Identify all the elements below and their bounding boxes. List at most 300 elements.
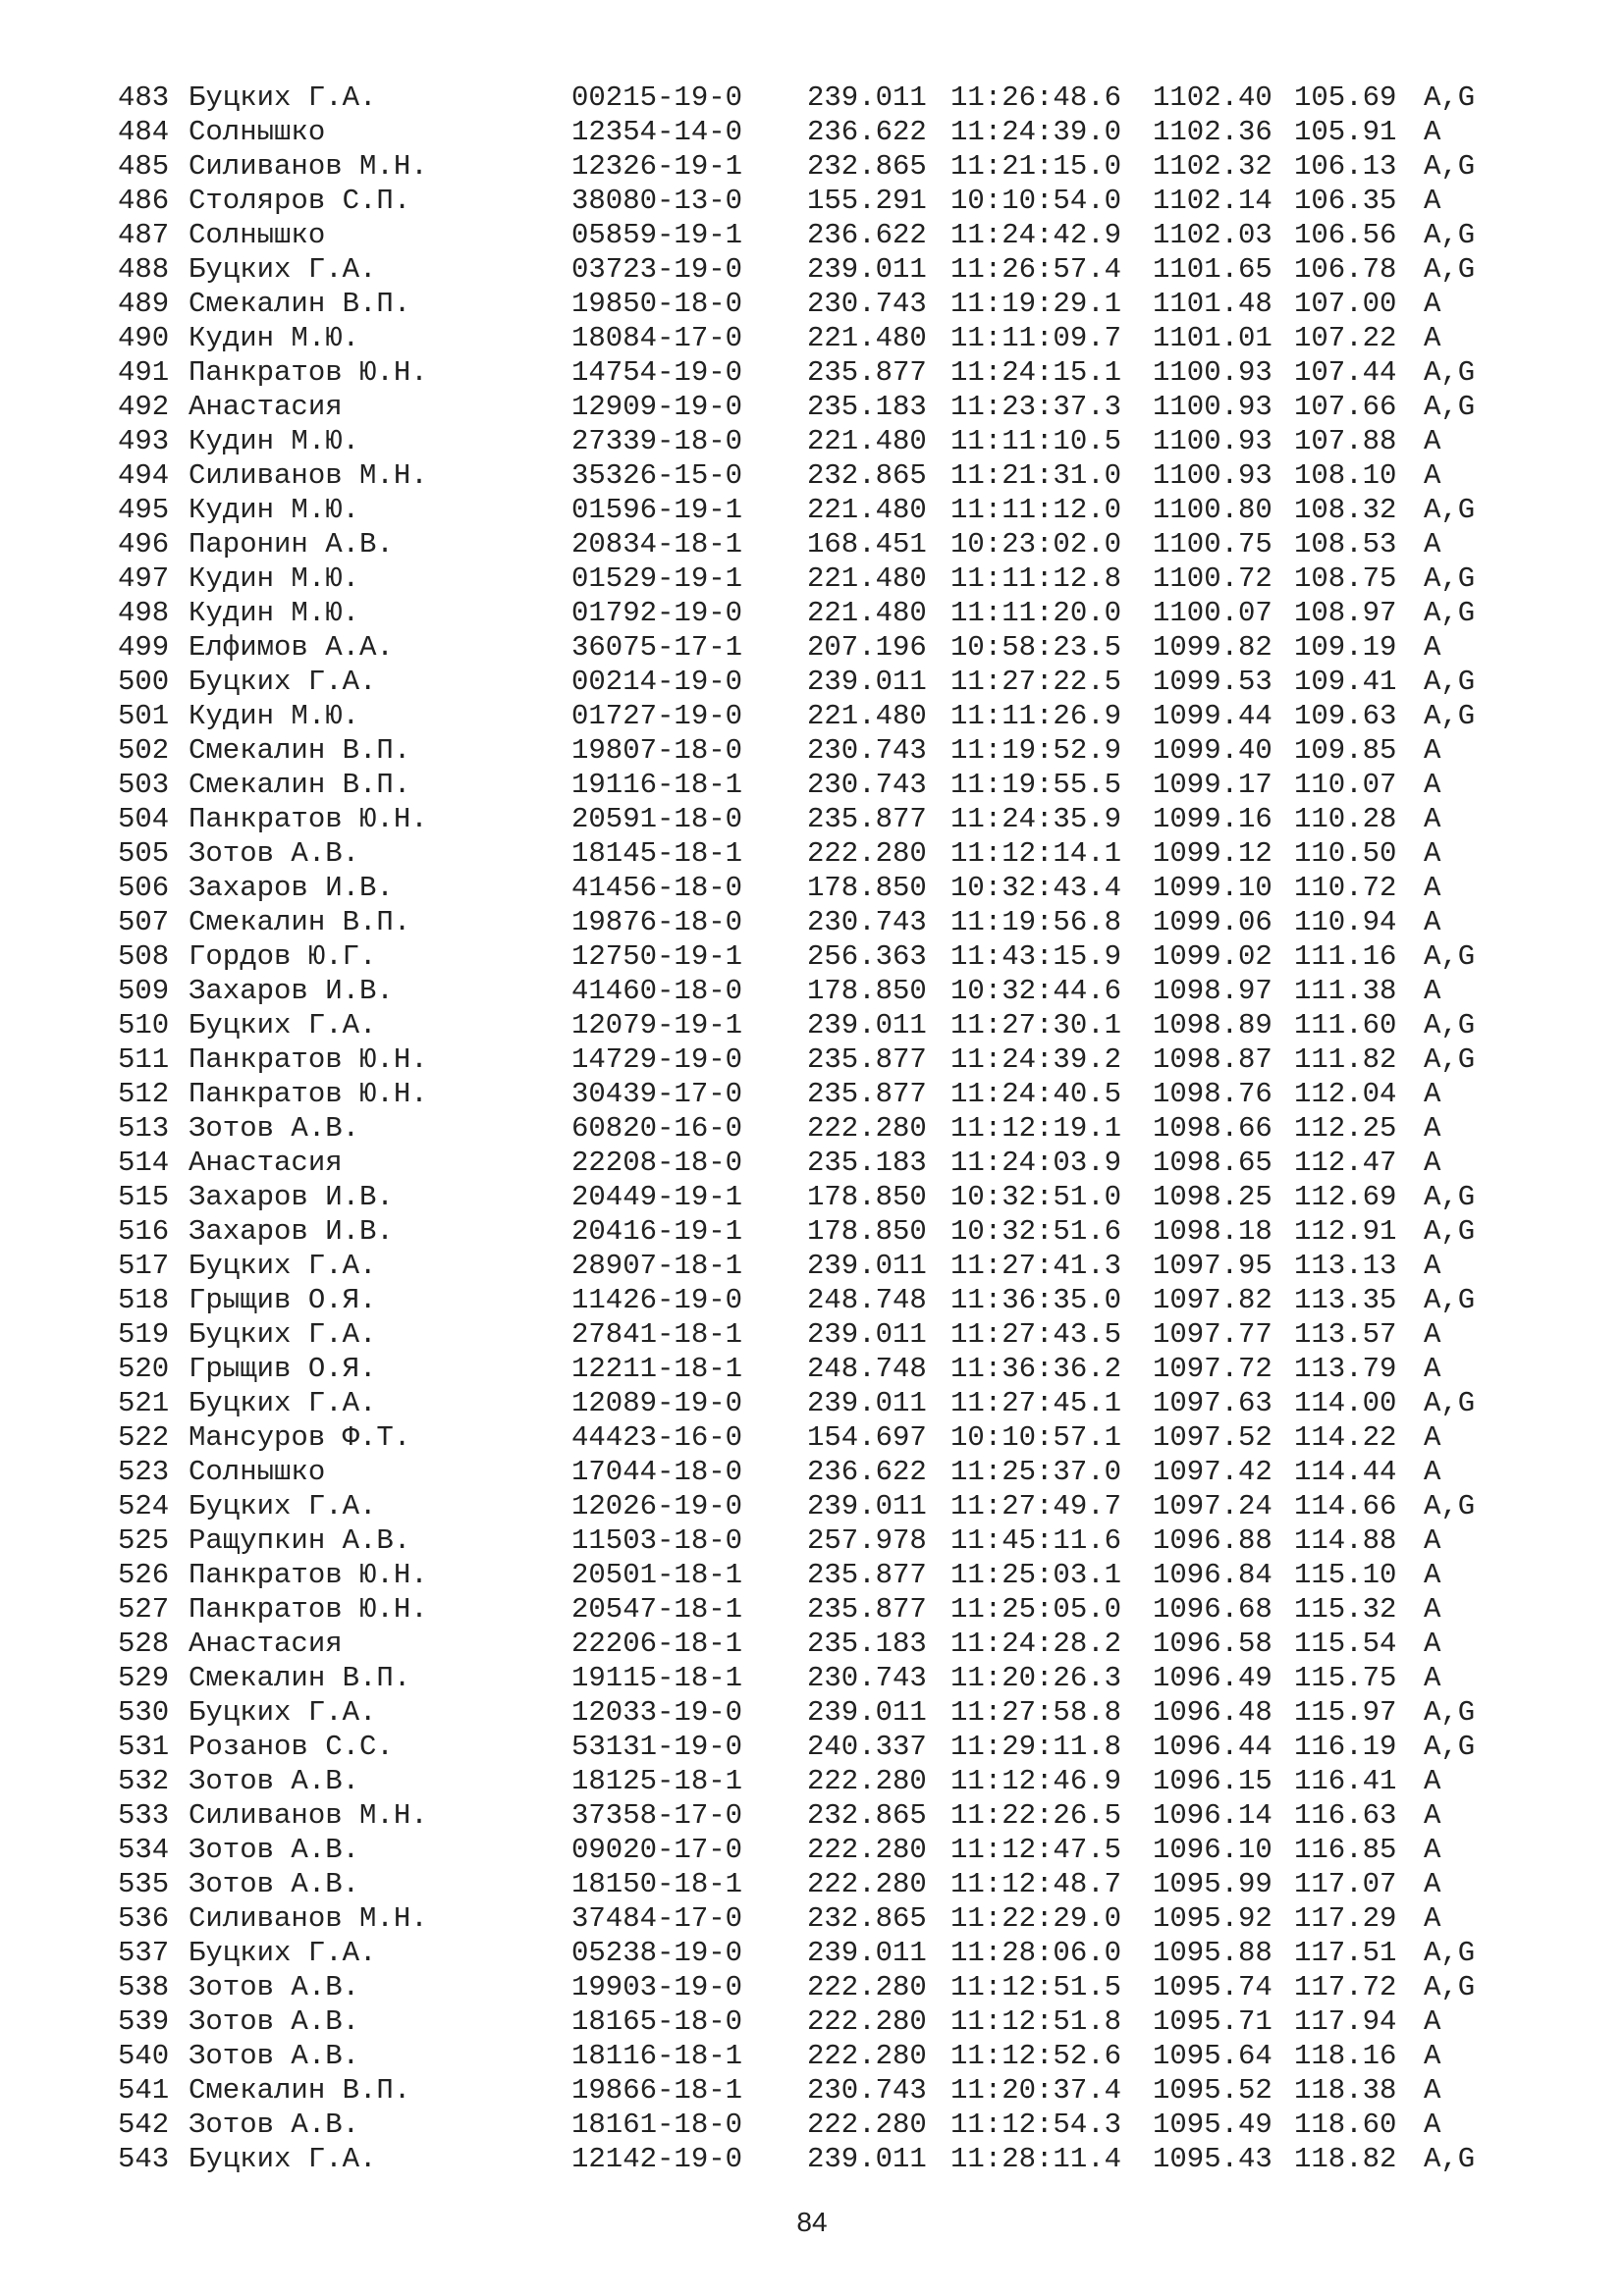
arrival-time: 11:19:55.5 <box>950 769 1122 801</box>
group-code: A <box>1424 322 1441 354</box>
points: 115.97 <box>1294 1696 1397 1729</box>
distance: 221.480 <box>807 597 927 629</box>
row-number: 498 <box>118 597 170 629</box>
arrival-time: 10:32:51.0 <box>950 1181 1122 1213</box>
ring-number: 19116-18-1 <box>571 769 743 801</box>
ring-number: 12909-19-0 <box>571 391 743 423</box>
group-code: A,G <box>1424 253 1476 286</box>
participant-name: Буцких Г.А. <box>189 1387 377 1419</box>
participant-name: Буцких Г.А. <box>189 1937 377 1969</box>
speed: 1096.84 <box>1153 1559 1272 1591</box>
speed: 1102.40 <box>1153 81 1272 114</box>
arrival-time: 11:27:41.3 <box>950 1250 1122 1282</box>
distance: 222.280 <box>807 1868 927 1900</box>
ring-number: 60820-16-0 <box>571 1112 743 1145</box>
distance: 154.697 <box>807 1421 927 1454</box>
distance: 221.480 <box>807 425 927 457</box>
row-number: 513 <box>118 1112 170 1145</box>
participant-name: Смекалин В.П. <box>189 769 411 801</box>
row-number: 510 <box>118 1009 170 1041</box>
participant-name: Смекалин В.П. <box>189 1662 411 1694</box>
row-number: 538 <box>118 1971 170 2003</box>
speed: 1098.25 <box>1153 1181 1272 1213</box>
distance: 230.743 <box>807 1662 927 1694</box>
participant-name: Зотов А.В. <box>189 2040 360 2072</box>
distance: 239.011 <box>807 81 927 114</box>
group-code: A <box>1424 1834 1441 1866</box>
participant-name: Анастасия <box>189 1628 343 1660</box>
arrival-time: 11:24:40.5 <box>950 1078 1122 1110</box>
distance: 239.011 <box>807 1009 927 1041</box>
ring-number: 01727-19-0 <box>571 700 743 732</box>
speed: 1097.95 <box>1153 1250 1272 1282</box>
group-code: A <box>1424 1524 1441 1557</box>
speed: 1100.93 <box>1153 425 1272 457</box>
participant-name: Зотов А.В. <box>189 1868 360 1900</box>
points: 111.60 <box>1294 1009 1397 1041</box>
group-code: A,G <box>1424 1490 1476 1522</box>
participant-name: Мансуров Ф.Т. <box>189 1421 411 1454</box>
ring-number: 20547-18-1 <box>571 1593 743 1626</box>
ring-number: 18125-18-1 <box>571 1765 743 1797</box>
group-code: A,G <box>1424 666 1476 698</box>
group-code: A,G <box>1424 391 1476 423</box>
participant-name: Буцких Г.А. <box>189 1009 377 1041</box>
ring-number: 11503-18-0 <box>571 1524 743 1557</box>
points: 117.29 <box>1294 1902 1397 1935</box>
group-code: A,G <box>1424 81 1476 114</box>
participant-name: Зотов А.В. <box>189 1765 360 1797</box>
participant-name: Буцких Г.А. <box>189 1490 377 1522</box>
group-code: A <box>1424 1250 1441 1282</box>
arrival-time: 11:43:15.9 <box>950 940 1122 973</box>
participant-name: Кудин М.Ю. <box>189 494 360 526</box>
points: 105.69 <box>1294 81 1397 114</box>
distance: 207.196 <box>807 631 927 664</box>
group-code: A <box>1424 2005 1441 2038</box>
distance: 222.280 <box>807 1112 927 1145</box>
speed: 1100.72 <box>1153 562 1272 595</box>
distance: 239.011 <box>807 253 927 286</box>
participant-name: Солнышко <box>189 219 326 251</box>
points: 114.44 <box>1294 1456 1397 1488</box>
arrival-time: 10:32:51.6 <box>950 1215 1122 1248</box>
speed: 1095.88 <box>1153 1937 1272 1969</box>
arrival-time: 10:58:23.5 <box>950 631 1122 664</box>
speed: 1097.63 <box>1153 1387 1272 1419</box>
speed: 1096.14 <box>1153 1799 1272 1832</box>
group-code: A <box>1424 1078 1441 1110</box>
participant-name: Панкратов Ю.Н. <box>189 1593 428 1626</box>
speed: 1102.14 <box>1153 185 1272 217</box>
points: 115.10 <box>1294 1559 1397 1591</box>
ring-number: 27339-18-0 <box>571 425 743 457</box>
row-number: 509 <box>118 975 170 1007</box>
ring-number: 28907-18-1 <box>571 1250 743 1282</box>
row-number: 503 <box>118 769 170 801</box>
speed: 1099.06 <box>1153 906 1272 938</box>
group-code: A,G <box>1424 1043 1476 1076</box>
ring-number: 38080-13-0 <box>571 185 743 217</box>
row-number: 514 <box>118 1147 170 1179</box>
speed: 1099.40 <box>1153 734 1272 767</box>
speed: 1096.48 <box>1153 1696 1272 1729</box>
group-code: A <box>1424 803 1441 835</box>
speed: 1099.53 <box>1153 666 1272 698</box>
points: 107.00 <box>1294 288 1397 320</box>
points: 112.69 <box>1294 1181 1397 1213</box>
row-number: 489 <box>118 288 170 320</box>
ring-number: 17044-18-0 <box>571 1456 743 1488</box>
ring-number: 12354-14-0 <box>571 116 743 148</box>
distance: 235.877 <box>807 1593 927 1626</box>
participant-name: Зотов А.В. <box>189 1112 360 1145</box>
distance: 248.748 <box>807 1353 927 1385</box>
ring-number: 19807-18-0 <box>571 734 743 767</box>
participant-name: Кудин М.Ю. <box>189 597 360 629</box>
points: 117.94 <box>1294 2005 1397 2038</box>
ring-number: 30439-17-0 <box>571 1078 743 1110</box>
ring-number: 22208-18-0 <box>571 1147 743 1179</box>
points: 115.54 <box>1294 1628 1397 1660</box>
participant-name: Гордов Ю.Г. <box>189 940 377 973</box>
ring-number: 18161-18-0 <box>571 2109 743 2141</box>
points: 116.63 <box>1294 1799 1397 1832</box>
row-number: 527 <box>118 1593 170 1626</box>
distance: 168.451 <box>807 528 927 561</box>
points: 107.44 <box>1294 356 1397 389</box>
points: 108.53 <box>1294 528 1397 561</box>
row-number: 499 <box>118 631 170 664</box>
speed: 1098.18 <box>1153 1215 1272 1248</box>
row-number: 532 <box>118 1765 170 1797</box>
ring-number: 18165-18-0 <box>571 2005 743 2038</box>
speed: 1095.74 <box>1153 1971 1272 2003</box>
arrival-time: 11:12:19.1 <box>950 1112 1122 1145</box>
row-number: 536 <box>118 1902 170 1935</box>
row-number: 491 <box>118 356 170 389</box>
distance: 178.850 <box>807 1181 927 1213</box>
row-number: 520 <box>118 1353 170 1385</box>
distance: 222.280 <box>807 837 927 870</box>
ring-number: 12326-19-1 <box>571 150 743 183</box>
distance: 221.480 <box>807 322 927 354</box>
arrival-time: 11:24:39.0 <box>950 116 1122 148</box>
group-code: A <box>1424 734 1441 767</box>
participant-name: Зотов А.В. <box>189 1971 360 2003</box>
arrival-time: 11:12:14.1 <box>950 837 1122 870</box>
points: 111.82 <box>1294 1043 1397 1076</box>
row-number: 486 <box>118 185 170 217</box>
distance: 235.877 <box>807 1559 927 1591</box>
arrival-time: 11:28:11.4 <box>950 2143 1122 2175</box>
ring-number: 03723-19-0 <box>571 253 743 286</box>
group-code: A,G <box>1424 1971 1476 2003</box>
participant-name: Буцких Г.А. <box>189 1318 377 1351</box>
arrival-time: 11:24:15.1 <box>950 356 1122 389</box>
arrival-time: 11:26:48.6 <box>950 81 1122 114</box>
ring-number: 12033-19-0 <box>571 1696 743 1729</box>
row-number: 537 <box>118 1937 170 1969</box>
points: 112.25 <box>1294 1112 1397 1145</box>
ring-number: 12211-18-1 <box>571 1353 743 1385</box>
points: 108.97 <box>1294 597 1397 629</box>
arrival-time: 10:32:43.4 <box>950 872 1122 904</box>
arrival-time: 11:27:49.7 <box>950 1490 1122 1522</box>
points: 109.19 <box>1294 631 1397 664</box>
arrival-time: 11:12:46.9 <box>950 1765 1122 1797</box>
distance: 232.865 <box>807 150 927 183</box>
arrival-time: 11:25:05.0 <box>950 1593 1122 1626</box>
points: 108.75 <box>1294 562 1397 595</box>
points: 115.32 <box>1294 1593 1397 1626</box>
points: 105.91 <box>1294 116 1397 148</box>
arrival-time: 11:45:11.6 <box>950 1524 1122 1557</box>
ring-number: 20591-18-0 <box>571 803 743 835</box>
distance: 239.011 <box>807 1318 927 1351</box>
arrival-time: 10:10:57.1 <box>950 1421 1122 1454</box>
participant-name: Зотов А.В. <box>189 837 360 870</box>
participant-name: Буцких Г.А. <box>189 1250 377 1282</box>
arrival-time: 11:11:12.8 <box>950 562 1122 595</box>
participant-name: Грыщив О.Я. <box>189 1284 377 1316</box>
speed: 1099.12 <box>1153 837 1272 870</box>
points: 112.47 <box>1294 1147 1397 1179</box>
arrival-time: 11:22:29.0 <box>950 1902 1122 1935</box>
points: 110.50 <box>1294 837 1397 870</box>
row-number: 495 <box>118 494 170 526</box>
speed: 1099.16 <box>1153 803 1272 835</box>
distance: 230.743 <box>807 734 927 767</box>
participant-name: Столяров С.П. <box>189 185 411 217</box>
points: 114.22 <box>1294 1421 1397 1454</box>
speed: 1096.49 <box>1153 1662 1272 1694</box>
arrival-time: 11:24:35.9 <box>950 803 1122 835</box>
points: 113.79 <box>1294 1353 1397 1385</box>
group-code: A,G <box>1424 1937 1476 1969</box>
ring-number: 18150-18-1 <box>571 1868 743 1900</box>
points: 118.82 <box>1294 2143 1397 2175</box>
points: 109.63 <box>1294 700 1397 732</box>
ring-number: 19115-18-1 <box>571 1662 743 1694</box>
distance: 235.877 <box>807 1043 927 1076</box>
ring-number: 20501-18-1 <box>571 1559 743 1591</box>
group-code: A <box>1424 975 1441 1007</box>
group-code: A,G <box>1424 1009 1476 1041</box>
participant-name: Панкратов Ю.Н. <box>189 356 428 389</box>
row-number: 484 <box>118 116 170 148</box>
group-code: A,G <box>1424 2143 1476 2175</box>
group-code: A,G <box>1424 700 1476 732</box>
group-code: A <box>1424 425 1441 457</box>
arrival-time: 11:11:26.9 <box>950 700 1122 732</box>
participant-name: Зотов А.В. <box>189 2005 360 2038</box>
speed: 1095.49 <box>1153 2109 1272 2141</box>
row-number: 543 <box>118 2143 170 2175</box>
row-number: 496 <box>118 528 170 561</box>
distance: 235.183 <box>807 1628 927 1660</box>
distance: 256.363 <box>807 940 927 973</box>
group-code: A <box>1424 1902 1441 1935</box>
speed: 1096.68 <box>1153 1593 1272 1626</box>
speed: 1097.52 <box>1153 1421 1272 1454</box>
distance: 230.743 <box>807 288 927 320</box>
arrival-time: 11:12:47.5 <box>950 1834 1122 1866</box>
row-number: 522 <box>118 1421 170 1454</box>
speed: 1098.65 <box>1153 1147 1272 1179</box>
row-number: 528 <box>118 1628 170 1660</box>
distance: 235.877 <box>807 1078 927 1110</box>
arrival-time: 10:32:44.6 <box>950 975 1122 1007</box>
row-number: 540 <box>118 2040 170 2072</box>
participant-name: Елфимов А.А. <box>189 631 394 664</box>
points: 108.10 <box>1294 459 1397 492</box>
row-number: 519 <box>118 1318 170 1351</box>
points: 110.72 <box>1294 872 1397 904</box>
ring-number: 11426-19-0 <box>571 1284 743 1316</box>
row-number: 506 <box>118 872 170 904</box>
arrival-time: 11:12:51.5 <box>950 1971 1122 2003</box>
row-number: 524 <box>118 1490 170 1522</box>
participant-name: Смекалин В.П. <box>189 288 411 320</box>
arrival-time: 11:26:57.4 <box>950 253 1122 286</box>
distance: 221.480 <box>807 494 927 526</box>
ring-number: 01529-19-1 <box>571 562 743 595</box>
points: 107.66 <box>1294 391 1397 423</box>
speed: 1095.52 <box>1153 2074 1272 2107</box>
ring-number: 19850-18-0 <box>571 288 743 320</box>
speed: 1099.17 <box>1153 769 1272 801</box>
ring-number: 53131-19-0 <box>571 1731 743 1763</box>
speed: 1097.24 <box>1153 1490 1272 1522</box>
row-number: 502 <box>118 734 170 767</box>
group-code: A <box>1424 1799 1441 1832</box>
speed: 1101.01 <box>1153 322 1272 354</box>
row-number: 526 <box>118 1559 170 1591</box>
distance: 239.011 <box>807 666 927 698</box>
arrival-time: 11:22:26.5 <box>950 1799 1122 1832</box>
arrival-time: 11:21:15.0 <box>950 150 1122 183</box>
group-code: A,G <box>1424 562 1476 595</box>
distance: 240.337 <box>807 1731 927 1763</box>
points: 114.00 <box>1294 1387 1397 1419</box>
speed: 1100.80 <box>1153 494 1272 526</box>
speed: 1100.07 <box>1153 597 1272 629</box>
distance: 222.280 <box>807 1971 927 2003</box>
points: 106.56 <box>1294 219 1397 251</box>
points: 106.13 <box>1294 150 1397 183</box>
ring-number: 20834-18-1 <box>571 528 743 561</box>
speed: 1095.64 <box>1153 2040 1272 2072</box>
row-number: 504 <box>118 803 170 835</box>
participant-name: Захаров И.В. <box>189 1215 394 1248</box>
points: 117.51 <box>1294 1937 1397 1969</box>
ring-number: 05859-19-1 <box>571 219 743 251</box>
arrival-time: 11:20:26.3 <box>950 1662 1122 1694</box>
points: 113.35 <box>1294 1284 1397 1316</box>
group-code: A <box>1424 2109 1441 2141</box>
group-code: A <box>1424 1421 1441 1454</box>
arrival-time: 11:21:31.0 <box>950 459 1122 492</box>
participant-name: Захаров И.В. <box>189 1181 394 1213</box>
arrival-time: 11:20:37.4 <box>950 2074 1122 2107</box>
speed: 1096.44 <box>1153 1731 1272 1763</box>
row-number: 507 <box>118 906 170 938</box>
row-number: 541 <box>118 2074 170 2107</box>
distance: 236.622 <box>807 1456 927 1488</box>
arrival-time: 11:19:56.8 <box>950 906 1122 938</box>
group-code: A <box>1424 1662 1441 1694</box>
arrival-time: 11:36:36.2 <box>950 1353 1122 1385</box>
distance: 178.850 <box>807 872 927 904</box>
arrival-time: 11:11:12.0 <box>950 494 1122 526</box>
group-code: A <box>1424 1765 1441 1797</box>
points: 111.16 <box>1294 940 1397 973</box>
row-number: 535 <box>118 1868 170 1900</box>
participant-name: Буцких Г.А. <box>189 81 377 114</box>
participant-name: Панкратов Ю.Н. <box>189 1078 428 1110</box>
arrival-time: 11:25:03.1 <box>950 1559 1122 1591</box>
participant-name: Силиванов М.Н. <box>189 150 428 183</box>
row-number: 501 <box>118 700 170 732</box>
row-number: 485 <box>118 150 170 183</box>
points: 106.35 <box>1294 185 1397 217</box>
points: 106.78 <box>1294 253 1397 286</box>
distance: 235.183 <box>807 391 927 423</box>
speed: 1095.71 <box>1153 2005 1272 2038</box>
ring-number: 36075-17-1 <box>571 631 743 664</box>
group-code: A <box>1424 116 1441 148</box>
arrival-time: 10:23:02.0 <box>950 528 1122 561</box>
arrival-time: 11:27:45.1 <box>950 1387 1122 1419</box>
distance: 178.850 <box>807 1215 927 1248</box>
row-number: 493 <box>118 425 170 457</box>
speed: 1098.89 <box>1153 1009 1272 1041</box>
group-code: A <box>1424 1559 1441 1591</box>
arrival-time: 11:12:51.8 <box>950 2005 1122 2038</box>
points: 112.91 <box>1294 1215 1397 1248</box>
group-code: A <box>1424 1112 1441 1145</box>
group-code: A <box>1424 1147 1441 1179</box>
group-code: A <box>1424 2074 1441 2107</box>
points: 109.85 <box>1294 734 1397 767</box>
arrival-time: 11:19:52.9 <box>950 734 1122 767</box>
distance: 221.480 <box>807 700 927 732</box>
ring-number: 20416-19-1 <box>571 1215 743 1248</box>
distance: 239.011 <box>807 1490 927 1522</box>
distance: 230.743 <box>807 2074 927 2107</box>
speed: 1097.82 <box>1153 1284 1272 1316</box>
participant-name: Захаров И.В. <box>189 872 394 904</box>
participant-name: Буцких Г.А. <box>189 2143 377 2175</box>
row-number: 497 <box>118 562 170 595</box>
participant-name: Солнышко <box>189 1456 326 1488</box>
ring-number: 18116-18-1 <box>571 2040 743 2072</box>
ring-number: 12079-19-1 <box>571 1009 743 1041</box>
row-number: 521 <box>118 1387 170 1419</box>
ring-number: 18084-17-0 <box>571 322 743 354</box>
row-number: 516 <box>118 1215 170 1248</box>
arrival-time: 11:25:37.0 <box>950 1456 1122 1488</box>
group-code: A <box>1424 1628 1441 1660</box>
arrival-time: 11:11:10.5 <box>950 425 1122 457</box>
speed: 1095.43 <box>1153 2143 1272 2175</box>
points: 109.41 <box>1294 666 1397 698</box>
speed: 1097.42 <box>1153 1456 1272 1488</box>
distance: 235.877 <box>807 803 927 835</box>
participant-name: Кудин М.Ю. <box>189 425 360 457</box>
speed: 1098.87 <box>1153 1043 1272 1076</box>
